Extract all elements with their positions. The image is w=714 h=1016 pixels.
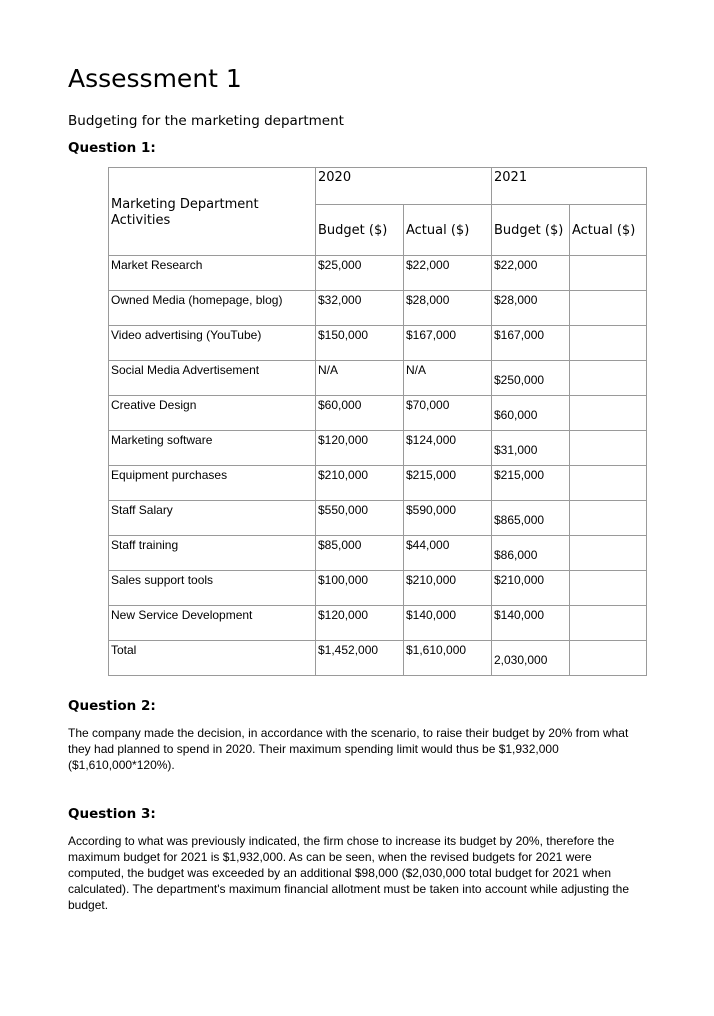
table-row — [109, 256, 647, 291]
page-title: Assessment 1 — [68, 64, 242, 93]
budget-2020-cell: $120,000 — [316, 431, 404, 466]
actual-2021-cell — [570, 396, 647, 431]
actual-2020-cell: N/A — [404, 361, 492, 396]
budget-2020-cell: N/A — [316, 361, 404, 396]
question-1-heading: Question 1: — [68, 140, 156, 156]
budget-table — [108, 167, 647, 676]
table-row — [109, 466, 647, 501]
table-row — [109, 606, 647, 641]
actual-2021-header: Actual ($) — [570, 205, 647, 256]
budget-2020-cell: $150,000 — [316, 326, 404, 361]
total-budget-2021: 2,030,000 — [492, 641, 570, 676]
actual-2021-cell — [570, 501, 647, 536]
budget-2020-cell: $100,000 — [316, 571, 404, 606]
total-label: Total — [109, 641, 316, 676]
actual-2020-cell: $28,000 — [404, 291, 492, 326]
table-row — [109, 361, 647, 396]
budget-2020-cell: $32,000 — [316, 291, 404, 326]
budget-2021-cell: $86,000 — [492, 536, 570, 571]
actual-2021-cell — [570, 361, 647, 396]
actual-2020-cell: $167,000 — [404, 326, 492, 361]
actual-2020-cell: $44,000 — [404, 536, 492, 571]
table-row — [109, 501, 647, 536]
activity-cell: Staff Salary — [109, 501, 316, 536]
total-actual-2021 — [570, 641, 647, 676]
actual-2020-cell: $590,000 — [404, 501, 492, 536]
question-2-heading: Question 2: — [68, 698, 156, 714]
table-row — [109, 431, 647, 466]
actual-2021-cell — [570, 606, 647, 641]
budget-2021-cell: $865,000 — [492, 501, 570, 536]
table-row — [109, 536, 647, 571]
activity-cell: New Service Development — [109, 606, 316, 641]
activity-cell: Creative Design — [109, 396, 316, 431]
activity-cell: Market Research — [109, 256, 316, 291]
table-row — [109, 396, 647, 431]
actual-2020-cell: $140,000 — [404, 606, 492, 641]
table-body — [109, 256, 647, 641]
actual-2021-cell — [570, 536, 647, 571]
actual-2020-header: Actual ($) — [404, 205, 492, 256]
page-subtitle: Budgeting for the marketing department — [68, 113, 344, 129]
table-row — [109, 326, 647, 361]
budget-2020-cell: $60,000 — [316, 396, 404, 431]
budget-2021-header: Budget ($) — [492, 205, 570, 256]
question-3-text: According to what was previously indicated, the firm chose to increase its budget by 20%, therefore the maximum budget for 2021 is $1,932,000. As can be seen, when the revised budgets for 2021 were computed, the budget was exceeded by an additional $98,000 ($2,030,000 total budget for 2021 when calculated). The department's maximum financial allotment must be taken into account while adjusting the budget. — [68, 834, 630, 912]
budget-2021-cell: $250,000 — [492, 361, 570, 396]
budget-2021-cell: $167,000 — [492, 326, 570, 361]
actual-2021-cell — [570, 326, 647, 361]
activity-cell: Marketing software — [109, 431, 316, 466]
actual-2020-cell: $124,000 — [404, 431, 492, 466]
actual-2021-cell — [570, 466, 647, 501]
budget-2020-cell: $210,000 — [316, 466, 404, 501]
table-row — [109, 571, 647, 606]
actual-2020-cell: $210,000 — [404, 571, 492, 606]
actual-2021-cell — [570, 571, 647, 606]
budget-2021-cell: $140,000 — [492, 606, 570, 641]
activity-cell: Owned Media (homepage, blog) — [109, 291, 316, 326]
year-2021-header: 2021 — [492, 168, 647, 205]
budget-2020-cell: $550,000 — [316, 501, 404, 536]
actual-2021-cell — [570, 256, 647, 291]
year-2020-header: 2020 — [316, 168, 492, 205]
activities-header: Marketing Department Activities — [109, 168, 316, 256]
actual-2021-cell — [570, 291, 647, 326]
budget-2020-cell: $25,000 — [316, 256, 404, 291]
activity-cell: Video advertising (YouTube) — [109, 326, 316, 361]
activity-cell: Social Media Advertisement — [109, 361, 316, 396]
question-2-text: The company made the decision, in accordance with the scenario, to raise their budget by 20% from what they had planned to spend in 2020. Their maximum spending limit would thus be $1,932,000 ($1,610,000*120%). — [68, 726, 629, 772]
actual-2021-cell — [570, 431, 647, 466]
actual-2020-cell: $22,000 — [404, 256, 492, 291]
budget-2020-cell: $85,000 — [316, 536, 404, 571]
table-total-row — [109, 641, 647, 676]
actual-2020-cell: $215,000 — [404, 466, 492, 501]
budget-2020-header: Budget ($) — [316, 205, 404, 256]
budget-2021-cell: $31,000 — [492, 431, 570, 466]
budget-2021-cell: $210,000 — [492, 571, 570, 606]
budget-2021-cell: $28,000 — [492, 291, 570, 326]
budget-2020-cell: $120,000 — [316, 606, 404, 641]
activity-cell: Staff training — [109, 536, 316, 571]
budget-2021-cell: $22,000 — [492, 256, 570, 291]
table-header-row-years — [109, 168, 647, 205]
actual-2020-cell: $70,000 — [404, 396, 492, 431]
total-budget-2020: $1,452,000 — [316, 641, 404, 676]
question-3-heading: Question 3: — [68, 806, 156, 822]
activity-cell: Equipment purchases — [109, 466, 316, 501]
budget-2021-cell: $60,000 — [492, 396, 570, 431]
budget-2021-cell: $215,000 — [492, 466, 570, 501]
table-row — [109, 291, 647, 326]
total-actual-2020: $1,610,000 — [404, 641, 492, 676]
activity-cell: Sales support tools — [109, 571, 316, 606]
